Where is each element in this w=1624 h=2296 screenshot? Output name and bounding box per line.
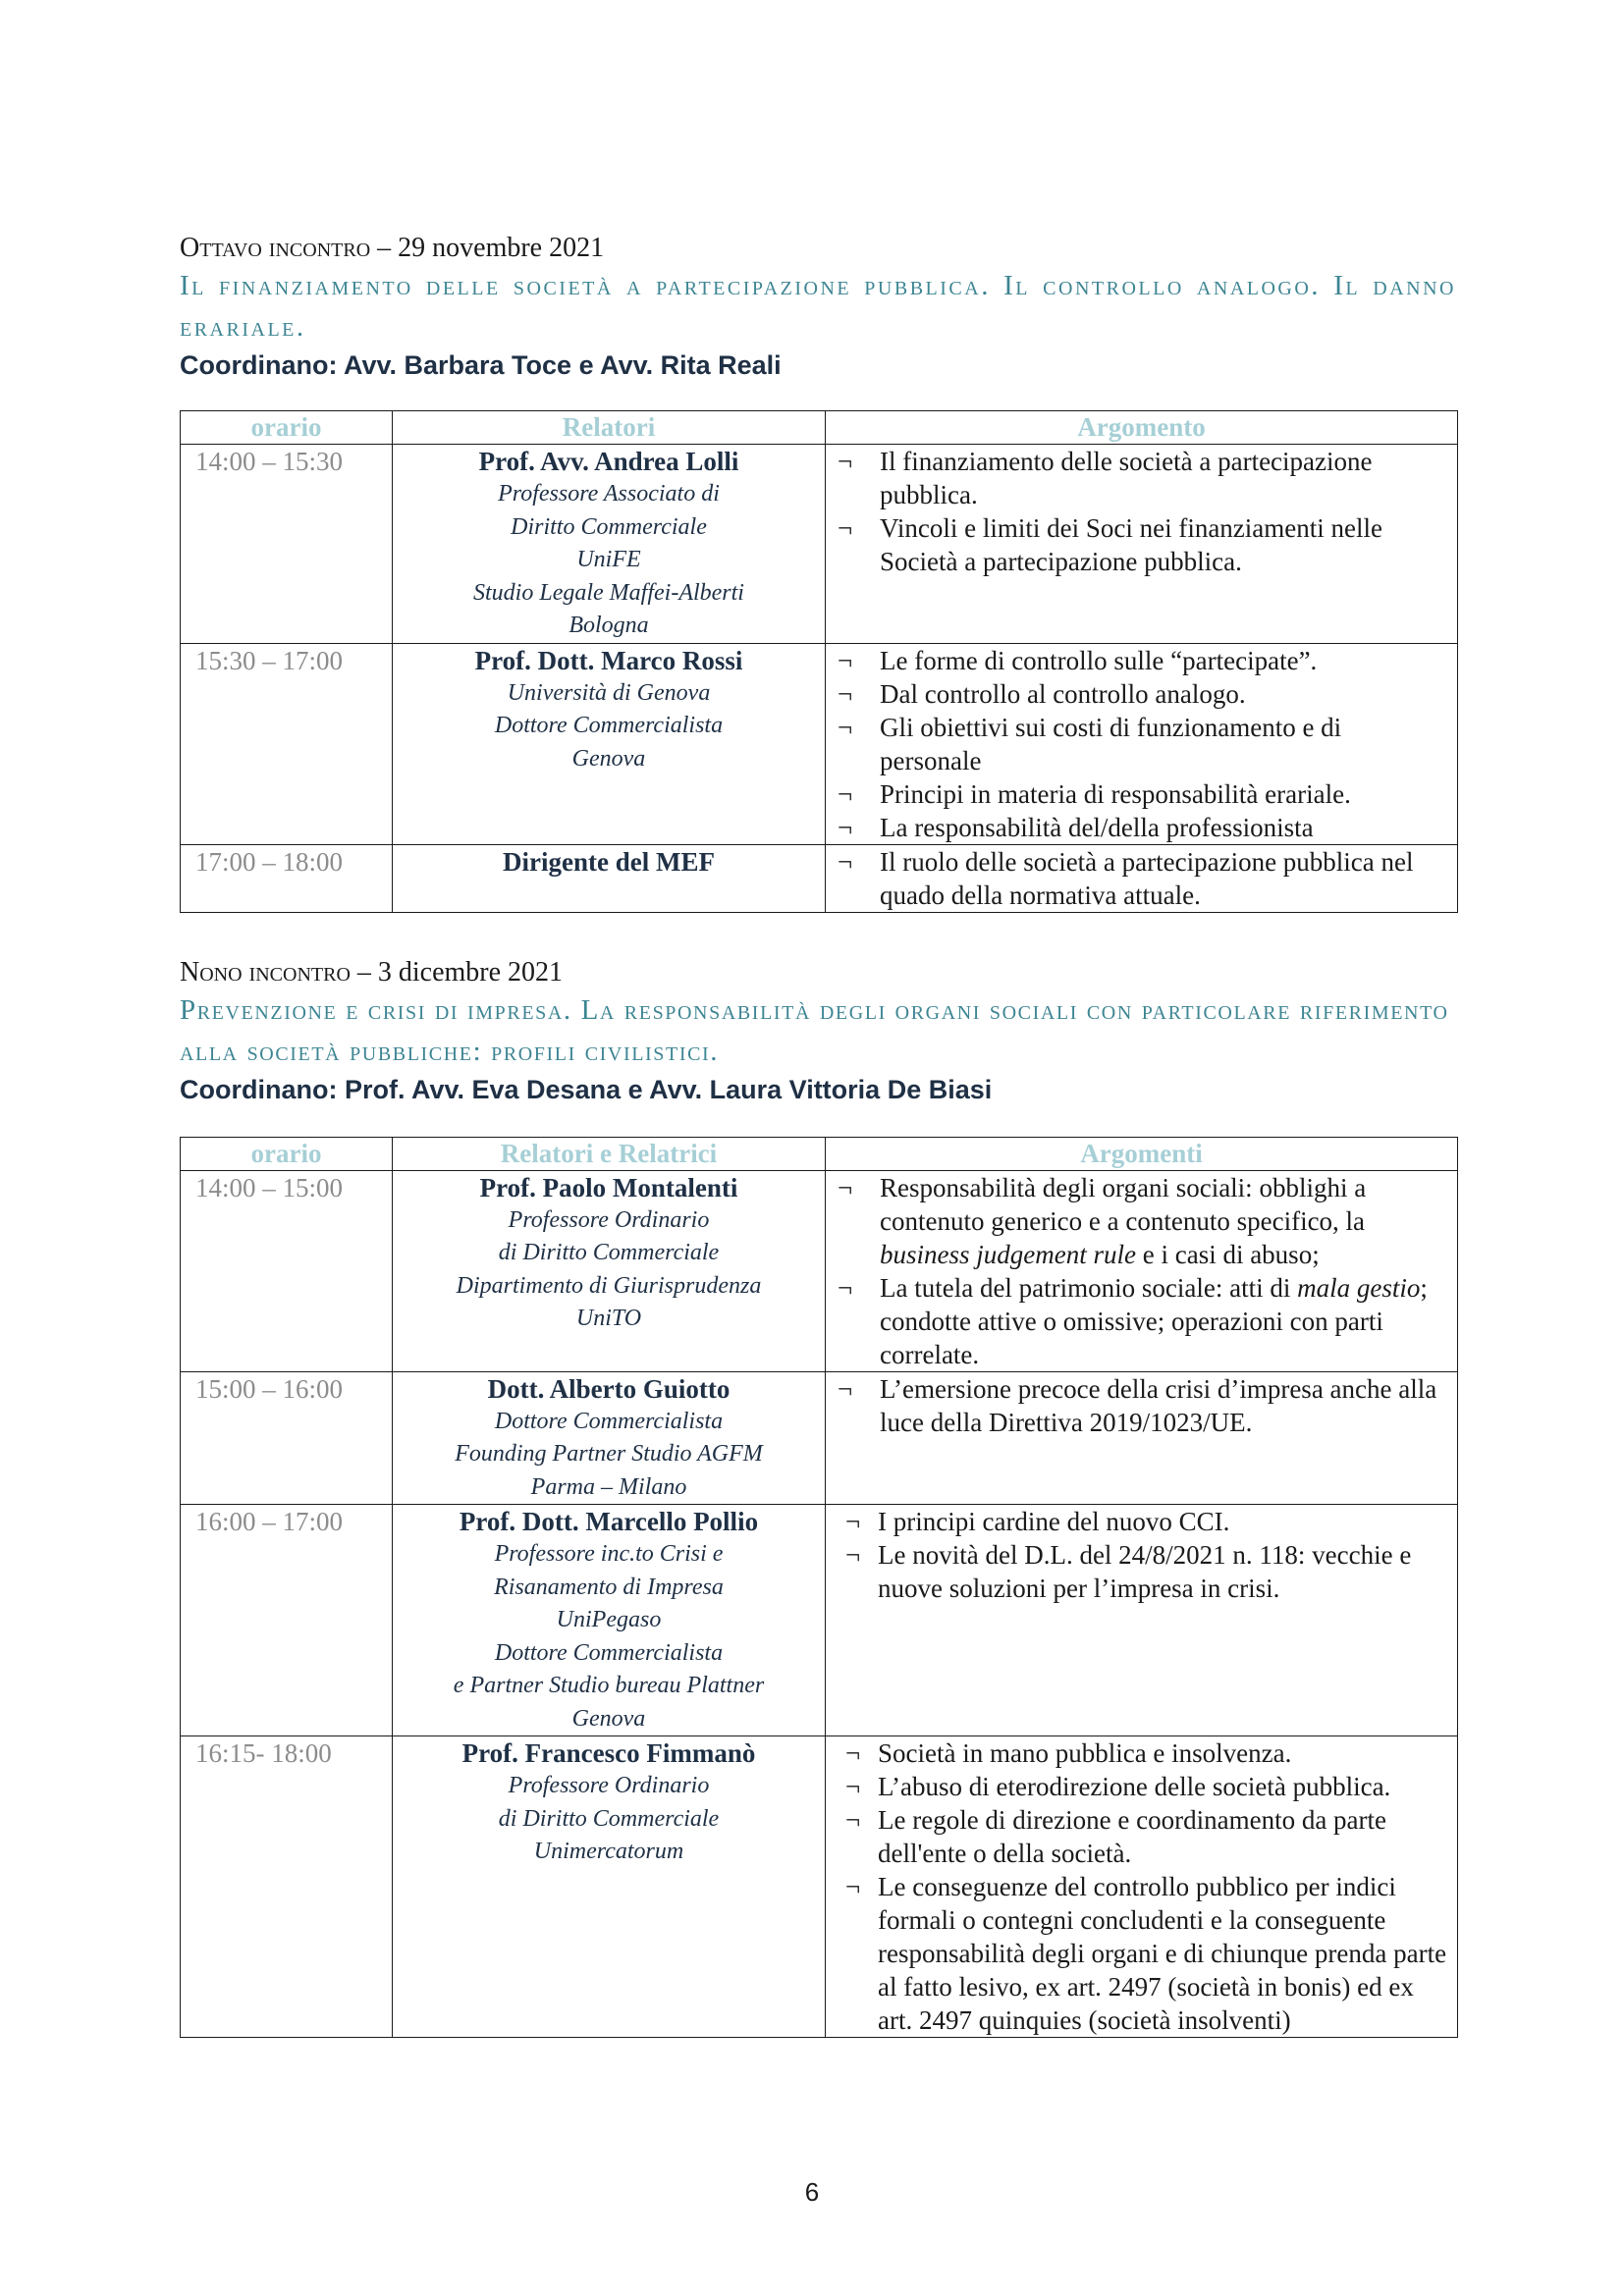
speaker-affiliation: Dottore Commercialista	[494, 1408, 724, 1434]
speaker-name: Prof. Paolo Montalenti	[479, 1172, 738, 1202]
meeting-heading	[180, 232, 1456, 265]
speaker-affiliation: Diritto Commerciale	[511, 513, 707, 540]
table-row	[181, 844, 1458, 912]
topic-text: I principi cardine del nuovo CCI.	[878, 1507, 1230, 1536]
topic-fragment: e i casi di abuso;	[1135, 1239, 1320, 1269]
bullet-mark: ¬	[845, 1872, 861, 1901]
speaker-affiliation: e Partner Studio bureau Plattner	[453, 1673, 765, 1698]
topic-cell	[826, 643, 1458, 844]
session-time: 15:30 – 17:00	[181, 643, 393, 844]
topic-fragment: Responsabilità degli organi sociali: obblighi a contenuto generico e a contenuto specifico, la	[880, 1172, 1367, 1236]
speaker-name: Prof. Dott. Marco Rossi	[474, 645, 743, 675]
speaker-affiliation: UniTO	[575, 1306, 642, 1331]
speaker-name: Dott. Alberto Guiotto	[487, 1373, 731, 1404]
speaker-affiliation: di Diritto Commerciale	[498, 1240, 720, 1265]
table-row	[181, 643, 1458, 844]
topic-text: La responsabilità del/della professionista	[880, 812, 1314, 842]
topic-text: Vincoli e limiti dei Soci nei finanziamenti nelle Società a partecipazione pubblica.	[880, 513, 1382, 576]
speaker-affiliation: Dottore Commercialista	[494, 1639, 724, 1666]
bullet-mark: ¬	[845, 1507, 861, 1536]
header-time: orario	[181, 1137, 393, 1170]
speaker-affiliation: Risanamento di Impresa	[494, 1574, 724, 1600]
speaker-affiliation: UniPegaso	[556, 1607, 662, 1632]
topic-text: Gli obiettivi sui costi di funzionamento e di personale	[880, 712, 1342, 775]
speaker-name: Prof. Avv. Andrea Lolli	[478, 447, 739, 476]
speaker-affiliation: Founding Partner Studio AGFM	[455, 1441, 763, 1467]
bullet-mark: ¬	[838, 1172, 853, 1202]
header-time: orario	[181, 411, 393, 445]
speaker-cell	[393, 1371, 826, 1505]
table-row	[181, 1505, 1458, 1736]
speaker-affiliation: Dipartimento di Giurisprudenza	[456, 1272, 762, 1299]
topic-cell	[826, 844, 1458, 912]
topic-item	[838, 644, 1449, 677]
speaker-affiliation: UniFE	[576, 547, 641, 572]
bullet-mark: ¬	[838, 645, 853, 675]
meeting-date: – 3 dicembre 2021	[356, 956, 564, 988]
speaker-affiliation: Università di Genova	[507, 679, 711, 706]
speaker-cell	[393, 844, 826, 912]
topic-text: L’abuso di eterodirezione delle società pubblica.	[878, 1772, 1391, 1801]
topic-item	[838, 445, 1449, 511]
topic-text: Il finanziamento delle società a partecipazione pubblica.	[880, 447, 1373, 509]
speaker-affiliation: di Diritto Commerciale	[498, 1805, 720, 1832]
speaker-name: Prof. Francesco Fimmanò	[461, 1738, 756, 1768]
topic-item	[838, 711, 1449, 777]
page-number: 6	[804, 2177, 820, 2207]
topic-text	[880, 1271, 1449, 1371]
header-topic: Argomenti	[826, 1137, 1458, 1170]
header-speakers: Relatori e Relatrici	[393, 1137, 826, 1170]
table-row	[181, 445, 1458, 644]
topic-text	[880, 1171, 1449, 1271]
page-content	[180, 232, 1456, 2038]
topic-text: Principi in materia di responsabilità erariale.	[880, 778, 1351, 809]
speaker-affiliation: Professore Ordinario	[508, 1773, 710, 1798]
schedule-table	[180, 410, 1458, 913]
topic-text: Le regole di direzione e coordinamento da parte dell'ente o della società.	[878, 1805, 1387, 1868]
topic-fragment: ; condotte attive o omissive; operazioni con parti correlate.	[880, 1272, 1428, 1369]
speaker-affiliation: Dottore Commercialista	[494, 713, 724, 738]
meeting-section-9	[180, 956, 1456, 2039]
speaker-affiliation: Parma – Milano	[530, 1473, 687, 1500]
topic-cell	[826, 1505, 1458, 1736]
topic-cell	[826, 1736, 1458, 2038]
bullet-mark: ¬	[845, 1738, 861, 1768]
bullet-mark: ¬	[838, 447, 853, 476]
speaker-name: Prof. Dott. Marcello Pollio	[459, 1507, 759, 1536]
coordinators: Coordinano: Avv. Barbara Toce e Avv. Rita Reali	[180, 350, 782, 380]
topic-item	[838, 1538, 1449, 1605]
topic-item	[838, 1505, 1449, 1538]
bullet-mark: ¬	[838, 778, 853, 809]
bullet-mark: ¬	[838, 812, 853, 842]
meeting-number: Nono incontro	[180, 956, 351, 988]
topic-cell	[826, 445, 1458, 644]
speaker-affiliation: Professore Associato di	[498, 481, 720, 507]
table-header-row	[181, 411, 1458, 445]
bullet-mark: ¬	[838, 846, 853, 877]
meeting-title: Il finanziamento delle società a partecipazione pubblica. Il controllo analogo. Il danno erariale.	[180, 270, 1456, 343]
bullet-mark: ¬	[838, 1272, 853, 1303]
speaker-affiliation: Bologna	[568, 613, 649, 638]
meeting-section-8	[180, 232, 1456, 913]
speaker-cell	[393, 1736, 826, 2038]
meeting-date: – 29 novembre 2021	[377, 233, 605, 263]
schedule-table	[180, 1137, 1458, 2039]
topic-item	[838, 511, 1449, 578]
speaker-affiliation: Genova	[571, 745, 646, 772]
session-time: 15:00 – 16:00	[181, 1371, 393, 1505]
session-time: 16:00 – 17:00	[181, 1505, 393, 1736]
bullet-mark: ¬	[838, 712, 853, 742]
topic-text: Dal controllo al controllo analogo.	[880, 678, 1246, 709]
table-row	[181, 1736, 1458, 2038]
topic-cell	[826, 1371, 1458, 1505]
session-time: 17:00 – 18:00	[181, 844, 393, 912]
speaker-affiliation: Studio Legale Maffei-Alberti	[473, 579, 744, 606]
session-time: 16:15- 18:00	[181, 1736, 393, 2038]
meeting-heading	[180, 956, 1456, 989]
table-row	[181, 1170, 1458, 1371]
topic-item	[838, 845, 1449, 912]
bullet-mark: ¬	[838, 1373, 853, 1404]
topic-item	[838, 1372, 1449, 1439]
topic-item	[838, 1803, 1449, 1870]
topic-item	[838, 777, 1449, 811]
meeting-title: Prevenzione e crisi di impresa. La responsabilità degli organi sociali con particolare riferimento alla società pubbliche: profili civilistici.	[180, 993, 1449, 1067]
coordinators: Coordinano: Prof. Avv. Eva Desana e Avv. Laura Vittoria De Biasi	[180, 1074, 993, 1104]
speaker-cell	[393, 1505, 826, 1736]
topic-emphasis: business judgement rule	[880, 1239, 1136, 1269]
topic-fragment: La tutela del patrimonio sociale: atti di	[880, 1272, 1298, 1303]
topic-text: Le forme di controllo sulle “partecipate”.	[880, 645, 1318, 675]
topic-text: Le conseguenze del controllo pubblico per indici formali o contegni concludenti e la conseguente responsabilità degli organi e di chiunque prenda parte al fatto lesivo, ex art. 2497 (società in bonis) ed ex art. 2497 quinquies (società insolventi)	[878, 1872, 1447, 2035]
header-topic: Argomento	[826, 411, 1458, 445]
bullet-mark: ¬	[845, 1805, 861, 1835]
bullet-mark: ¬	[845, 1540, 861, 1570]
table-header-row	[181, 1137, 1458, 1170]
session-time: 14:00 – 15:00	[181, 1170, 393, 1371]
meeting-number: Ottavo incontro	[180, 233, 371, 263]
topic-emphasis: mala gestio	[1297, 1272, 1421, 1303]
topic-cell	[826, 1170, 1458, 1371]
topic-item	[838, 1736, 1449, 1770]
bullet-mark: ¬	[845, 1772, 861, 1801]
speaker-cell	[393, 1170, 826, 1371]
topic-item	[838, 1271, 1449, 1371]
topic-text: Le novità del D.L. del 24/8/2021 n. 118: vecchie e nuove soluzioni per l’impresa in crisi.	[878, 1540, 1412, 1603]
speaker-affiliation: Professore Ordinario	[508, 1206, 710, 1233]
speaker-cell	[393, 445, 826, 644]
topic-item	[838, 811, 1449, 844]
topic-item	[838, 1770, 1449, 1803]
bullet-mark: ¬	[838, 678, 853, 709]
topic-text: L’emersione precoce della crisi d’impresa anche alla luce della Direttiva 2019/1023/UE.	[880, 1373, 1437, 1437]
speaker-affiliation: Unimercatorum	[533, 1839, 684, 1864]
header-speakers: Relatori	[393, 411, 826, 445]
bullet-mark: ¬	[838, 513, 853, 543]
topic-text: Il ruolo delle società a partecipazione pubblica nel quado della normativa attuale.	[880, 846, 1414, 910]
speaker-affiliation: Genova	[571, 1705, 646, 1732]
topic-item	[838, 1171, 1449, 1271]
speaker-cell	[393, 643, 826, 844]
table-row	[181, 1371, 1458, 1505]
topic-item	[838, 677, 1449, 711]
topic-item	[838, 1870, 1449, 2037]
session-time: 14:00 – 15:30	[181, 445, 393, 644]
speaker-affiliation: Professore inc.to Crisi e	[494, 1541, 724, 1567]
speaker-name: Dirigente del MEF	[503, 846, 715, 877]
topic-text: Società in mano pubblica e insolvenza.	[878, 1738, 1292, 1768]
